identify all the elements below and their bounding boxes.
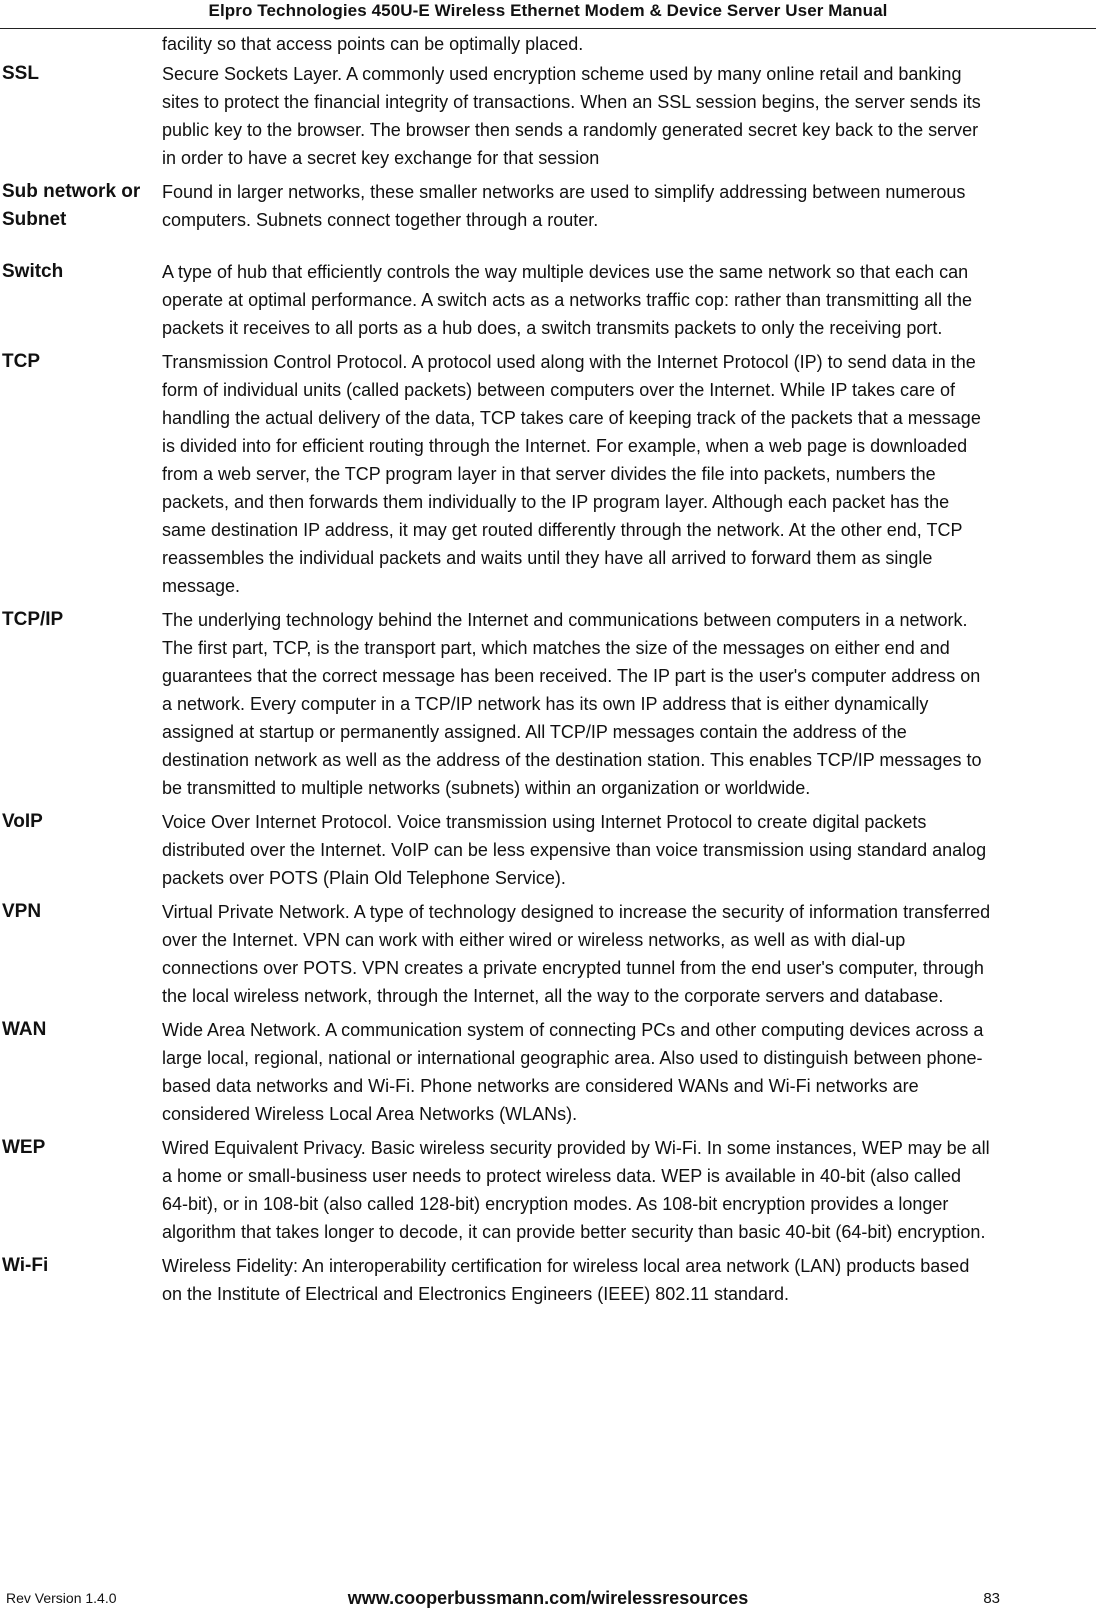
glossary-entry-vpn xyxy=(0,898,1000,1010)
page-header xyxy=(0,0,1096,29)
page-footer xyxy=(0,1588,1096,1610)
glossary-entry-switch xyxy=(0,258,1000,342)
glossary-definition: A type of hub that efficiently controls the way multiple devices use the same network so that each can operate at optimal performance. A switch acts as a networks traffic cop: rather than transmitting all the packets it receives to all ports as a hub does, a switch transmits packets to only the receiving port. xyxy=(162,262,973,338)
glossary-entry-wep xyxy=(0,1134,1000,1246)
glossary-entry-ssl xyxy=(0,60,1000,172)
glossary-definition: Wide Area Network. A communication system of connecting PCs and other computing devices across a large local, regional, national or international geographic area. Also used to distinguish between phone-based data networks and Wi-Fi. Phone networks are considered WANs and Wi-Fi networks are considered Wireless Local Area Networks (WLANs). xyxy=(162,1020,984,1124)
glossary-term: WAN xyxy=(2,1019,47,1040)
glossary-definition: Wireless Fidelity: An interoperability certification for wireless local area network (LAN) products based on the Institute of Electrical and Electronics Engineers (IEEE) 802.11 standard. xyxy=(162,1256,970,1304)
glossary-entry-wan xyxy=(0,1016,1000,1128)
glossary-term: WEP xyxy=(2,1137,46,1158)
glossary-entry-subnet xyxy=(0,178,1000,234)
glossary-definition: Found in larger networks, these smaller networks are used to simplify addressing between numerous computers. Subnets connect together through a router. xyxy=(162,182,966,230)
glossary-entry-tcp xyxy=(0,348,1000,600)
page-number: 83 xyxy=(983,1590,1000,1607)
glossary-term: Switch xyxy=(2,261,64,282)
glossary-entry-tcp-ip xyxy=(0,606,1000,802)
glossary xyxy=(0,30,1000,1308)
glossary-term: Sub network or Subnet xyxy=(2,181,141,230)
glossary-definition: Secure Sockets Layer. A commonly used encryption scheme used by many online retail and banking sites to protect the financial integrity of transactions. When an SSL session begins, the server sends its public key to the browser. The browser then sends a randomly generated secret key back to the server in order to have a secret key exchange for that session xyxy=(162,64,981,168)
glossary-term: TCP xyxy=(2,351,40,372)
glossary-definition: Voice Over Internet Protocol. Voice transmission using Internet Protocol to create digital packets distributed over the Internet. VoIP can be less expensive than voice transmission using standard analog packets over POTS (Plain Old Telephone Service). xyxy=(162,812,987,888)
glossary-definition: Virtual Private Network. A type of technology designed to increase the security of information transferred over the Internet. VPN can work with either wired or wireless networks, as well as with dial-up connections over POTS. VPN creates a private encrypted tunnel from the end user's computer, through the local wireless network, through the Internet, all the way to the corporate servers and database. xyxy=(162,902,991,1006)
glossary-definition: Wired Equivalent Privacy. Basic wireless security provided by Wi-Fi. In some instances, WEP may be all a home or small-business user needs to protect wireless data. WEP is available in 40-bit (also called 64-bit), or in 108-bit (also called 128-bit) encryption modes. As 108-bit encryption provides a longer algorithm that takes longer to decode, it can provide better security than basic 40-bit (64-bit) encryption. xyxy=(162,1138,990,1242)
glossary-term: VoIP xyxy=(2,811,43,832)
glossary-definition: Transmission Control Protocol. A protocol used along with the Internet Protocol (IP) to send data in the form of individual units (called packets) between computers over the Internet. While IP takes care of handling the actual delivery of the data, TCP takes care of keeping track of the packets that a message is divided into for efficient routing through the Internet. For example, when a web page is downloaded from a web server, the TCP program layer in that server divides the file into packets, numbers the packets, and then forwards them individually to the IP program layer. Although each packet has the same destination IP address, it may get routed differently through the network. At the other end, TCP reassembles the individual packets and waits until they have all arrived to forward them as single message. xyxy=(162,352,981,596)
glossary-entry-wi-fi xyxy=(0,1252,1000,1308)
continued-definition: facility so that access points can be optimally placed. xyxy=(162,34,584,54)
manual-title: Elpro Technologies 450U-E Wireless Ethernet Modem & Device Server User Manual xyxy=(208,1,888,20)
glossary-term: SSL xyxy=(2,63,39,84)
glossary-definition: The underlying technology behind the Internet and communications between computers in a network. The first part, TCP, is the transport part, which matches the size of the messages on either end and guarantees that the correct message has been received. The IP part is the user's computer address on a network. Every computer in a TCP/IP network has its own IP address that is either dynamically assigned at startup or permanently assigned. All TCP/IP messages contain the address of the destination network as well as the address of the destination station. This enables TCP/IP messages to be transmitted to multiple networks (subnets) within an organization or worldwide. xyxy=(162,610,982,798)
glossary-entry-voip xyxy=(0,808,1000,892)
revision-label: Rev Version 1.4.0 xyxy=(6,1590,117,1606)
glossary-term: Wi-Fi xyxy=(2,1255,49,1276)
glossary-term: VPN xyxy=(2,901,42,922)
footer-link[interactable]: www.cooperbussmann.com/wirelessresources xyxy=(347,1588,749,1608)
glossary-term: TCP/IP xyxy=(2,609,64,630)
